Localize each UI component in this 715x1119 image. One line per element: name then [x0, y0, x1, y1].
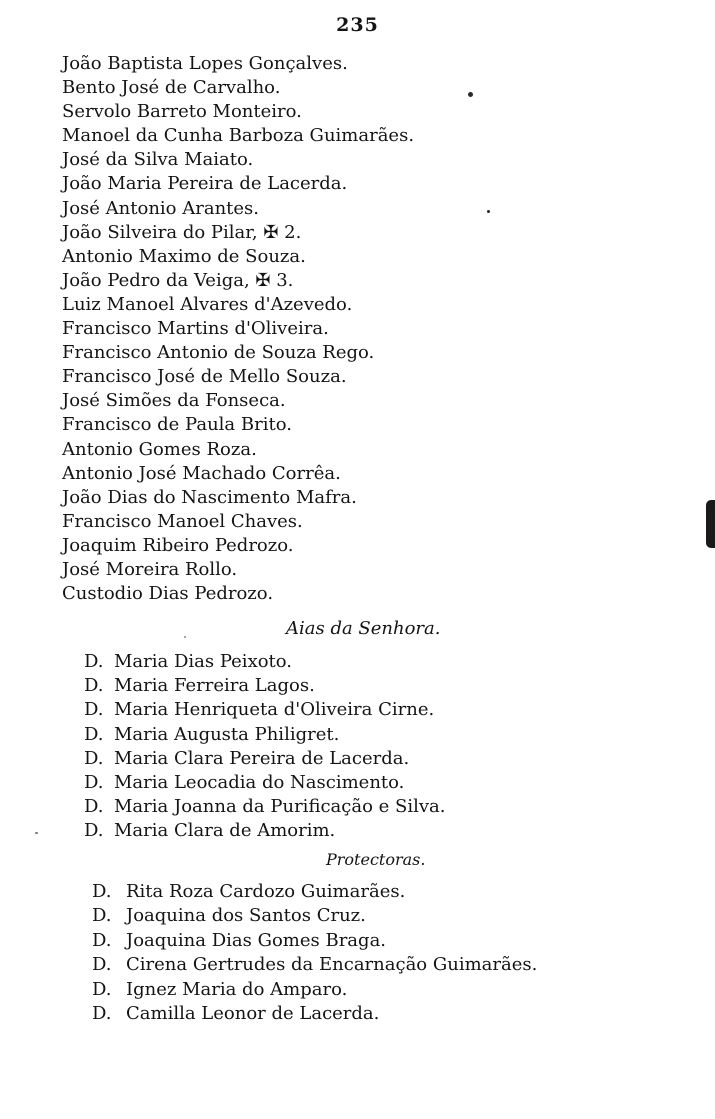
honorific: D. [84, 747, 104, 769]
list-item [84, 723, 445, 747]
person-name: Camilla Leonor de Lacerda. [126, 1003, 380, 1025]
list-item: Antonio Gomes Roza. [62, 438, 257, 460]
list-item: Joaquim Ribeiro Pedrozo. [62, 534, 294, 556]
honorific: D. [84, 796, 104, 818]
person-name: Joaquina dos Santos Cruz. [126, 905, 366, 927]
page-number: 235 [336, 14, 379, 36]
protectoras-list [92, 880, 537, 1026]
ink-speck [35, 832, 38, 834]
list-item: João Baptista Lopes Gonçalves. [62, 53, 348, 74]
ink-speck [184, 636, 186, 638]
honorific: D. [84, 699, 104, 721]
person-name: Maria Clara Pereira de Lacerda. [114, 747, 410, 769]
aias-list [84, 650, 445, 844]
list-item [84, 674, 445, 698]
person-name: Ignez Maria do Amparo. [126, 978, 348, 1000]
list-item [92, 904, 537, 928]
list-item [84, 747, 445, 771]
list-item [92, 929, 537, 953]
list-item: Luiz Manoel Alvares d'Azevedo. [62, 293, 353, 315]
person-name: Maria Joanna da Purificação e Silva. [114, 796, 446, 818]
person-name: Maria Augusta Philigret. [114, 723, 340, 745]
honorific: D. [92, 1003, 112, 1025]
honorific: D. [92, 978, 112, 1000]
list-item: José Antonio Arantes. [62, 197, 260, 219]
list-item: Francisco José de Mello Souza. [62, 366, 347, 388]
list-item: João Silveira do Pilar, ✠ 2. [62, 221, 302, 243]
page-edge-shadow [706, 500, 715, 548]
honorific: D. [92, 954, 112, 976]
honorific: D. [84, 651, 104, 672]
honorific: D. [92, 929, 112, 951]
list-item [92, 880, 537, 904]
list-item: João Pedro da Veiga, ✠ 3. [62, 269, 294, 291]
honorific: D. [84, 772, 104, 794]
list-item [92, 953, 537, 977]
members-list [62, 52, 622, 606]
list-item: Francisco Manoel Chaves. [62, 510, 303, 532]
person-name: Rita Roza Cardozo Guimarães. [126, 881, 406, 902]
list-item: Francisco de Paula Brito. [62, 414, 292, 436]
list-item [84, 819, 445, 843]
list-item: José da Silva Maiato. [62, 149, 254, 171]
list-item: Custodio Dias Pedrozo. [62, 583, 274, 605]
list-item: Manoel da Cunha Barboza Guimarães. [62, 125, 415, 147]
person-name: Maria Clara de Amorim. [114, 820, 336, 842]
list-item: João Maria Pereira de Lacerda. [62, 173, 348, 195]
honorific: D. [92, 881, 112, 902]
list-item [92, 1002, 537, 1026]
list-item: José Moreira Rollo. [62, 558, 238, 580]
aias-heading: Aias da Senhora. [286, 618, 441, 639]
person-name: Maria Leocadia do Nascimento. [114, 772, 405, 794]
list-item [84, 698, 445, 722]
ink-speck [468, 92, 473, 97]
honorific: D. [84, 820, 104, 842]
list-item [84, 650, 445, 674]
ink-speck [487, 210, 490, 213]
list-item: João Dias do Nascimento Mafra. [62, 486, 357, 508]
list-item: Servolo Barreto Monteiro. [62, 101, 302, 123]
person-name: Maria Dias Peixoto. [114, 651, 293, 672]
list-item: Antonio Maximo de Souza. [62, 245, 306, 267]
list-item: Francisco Martins d'Oliveira. [62, 318, 329, 340]
person-name: Cirena Gertrudes da Encarnação Guimarães. [126, 954, 538, 976]
list-item [84, 771, 445, 795]
list-item [92, 978, 537, 1002]
protectoras-heading: Protectoras. [326, 850, 426, 869]
list-item: Francisco Antonio de Souza Rego. [62, 342, 375, 364]
list-item: Antonio José Machado Corrêa. [62, 462, 341, 484]
person-name: Maria Ferreira Lagos. [114, 675, 315, 697]
honorific: D. [84, 675, 104, 697]
list-item [84, 795, 445, 819]
honorific: D. [92, 905, 112, 927]
person-name: Joaquina Dias Gomes Braga. [126, 929, 387, 951]
list-item: Bento José de Carvalho. [62, 77, 281, 99]
person-name: Maria Henriqueta d'Oliveira Cirne. [114, 699, 435, 721]
list-item: José Simões da Fonseca. [62, 390, 286, 412]
honorific: D. [84, 723, 104, 745]
